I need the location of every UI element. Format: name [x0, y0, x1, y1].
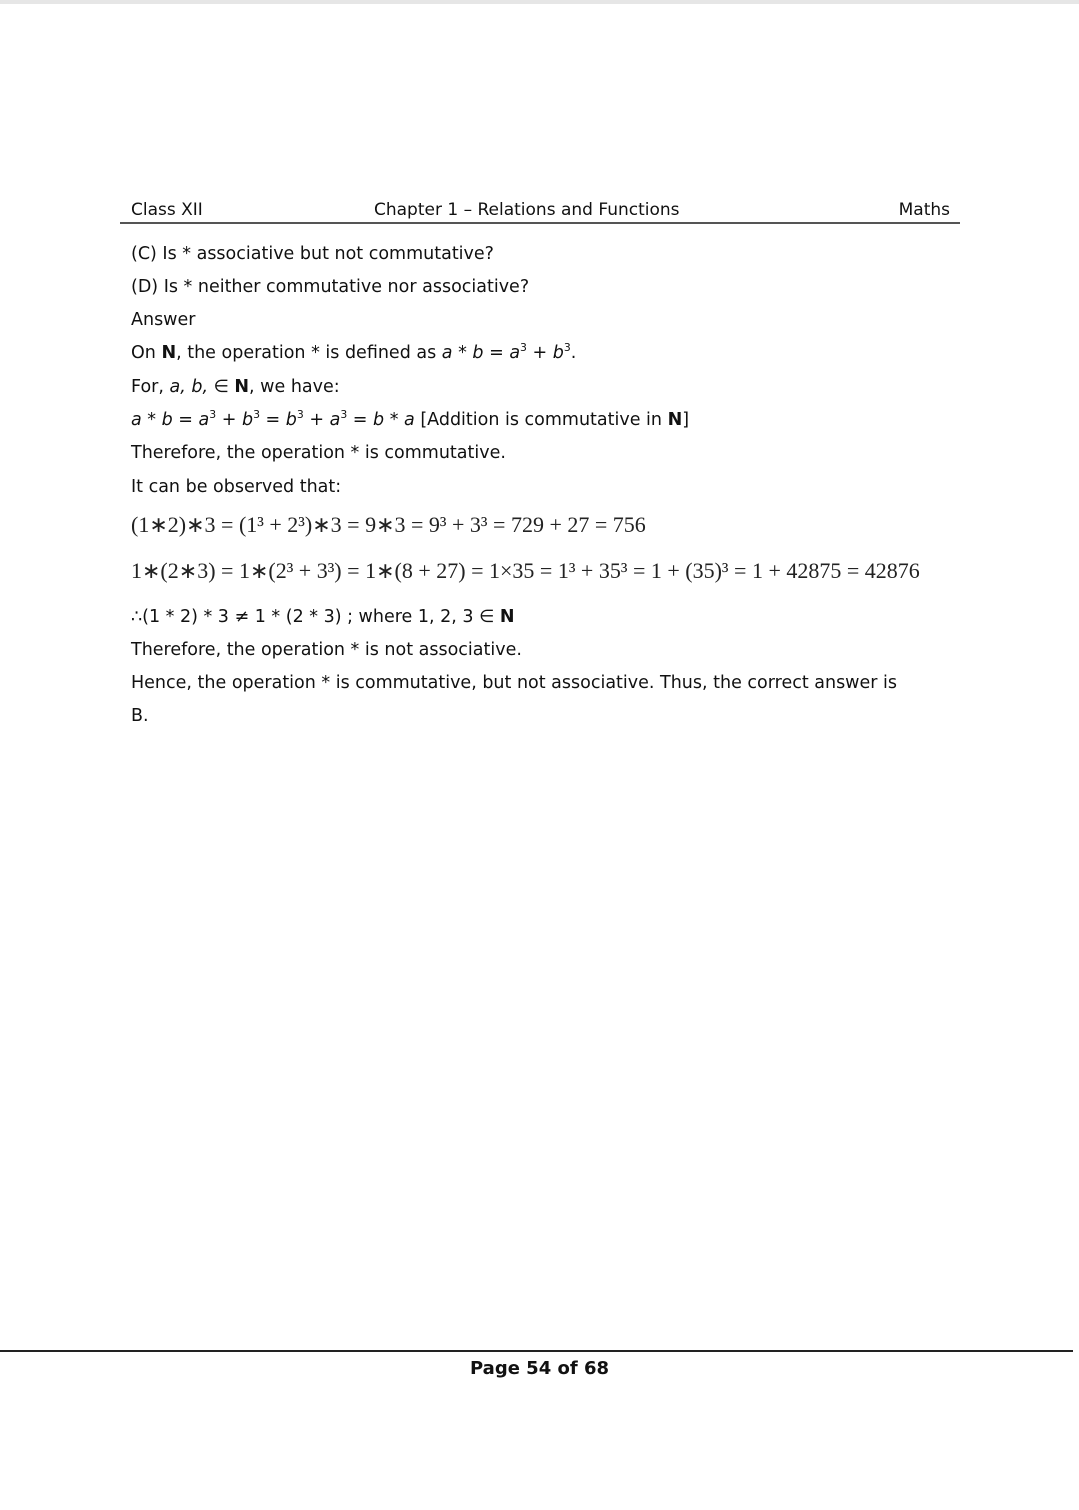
for-line: For, a, b, ∈ N, we have: [131, 377, 340, 397]
final-answer: B. [131, 706, 149, 726]
viewer-top-bar [0, 0, 1079, 4]
header-chapter: Chapter 1 – Relations and Functions [374, 200, 680, 220]
page-number: Page 54 of 68 [469, 1358, 610, 1379]
observed-line: It can be observed that: [131, 477, 342, 497]
option-c: (C) Is * associative but not commutative? [131, 244, 494, 264]
footer-divider [0, 1350, 1073, 1352]
option-d: (D) Is * neither commutative nor associative? [131, 277, 530, 297]
commutative-equation: $a * b = a^3 + b^3 = b^3 + a^3 = b * a$ [Addition is commutative in N] [131, 408, 690, 430]
definition-line: On N, the operation * is defined as $a * b = a^3 + b^3$. [131, 341, 577, 363]
answer-label: Answer [131, 310, 196, 330]
inequality-line: ∴(1 * 2) * 3 ≠ 1 * (2 * 3) ; where 1, 2, 3 ∈ N [131, 607, 515, 627]
equation-right-assoc: 1∗(2∗3) = 1∗(2³ + 3³) = 1∗(8 + 27) = 1×35 = 1³ + 35³ = 1 + (35)³ = 1 + 42875 = 42876 [131, 558, 920, 583]
page-header [120, 198, 960, 224]
associative-conclusion: Therefore, the operation * is not associative. [131, 640, 522, 660]
commutative-conclusion: Therefore, the operation * is commutative. [131, 443, 506, 463]
header-subject: Maths [898, 200, 950, 220]
header-class: Class XII [131, 200, 203, 220]
equation-left-assoc: (1∗2)∗3 = (1³ + 2³)∗3 = 9∗3 = 9³ + 3³ = 729 + 27 = 756 [131, 512, 646, 537]
final-conclusion: Hence, the operation * is commutative, but not associative. Thus, the correct answer is [131, 673, 898, 693]
